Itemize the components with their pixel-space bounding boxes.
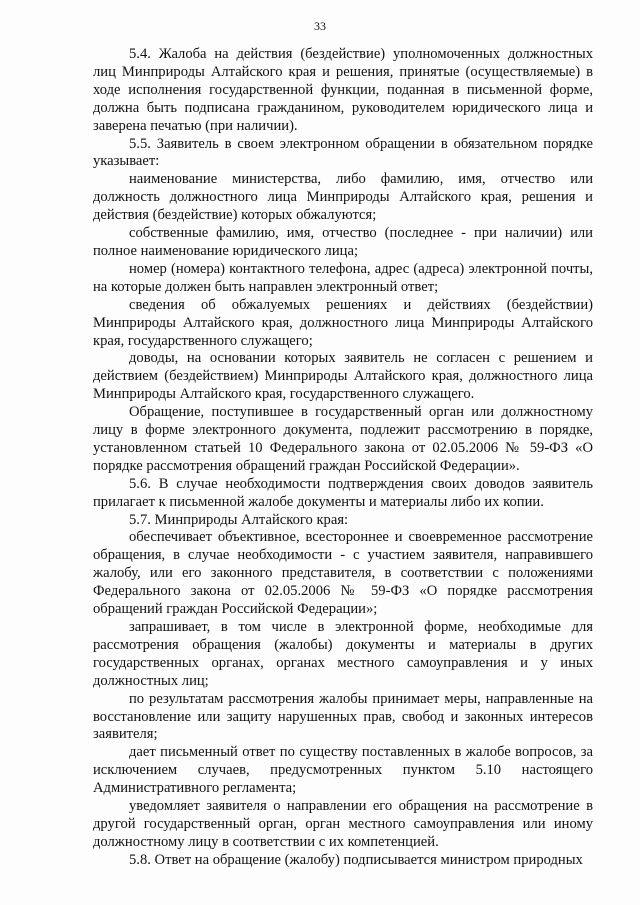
list-item: наименование министерства, либо фамилию, имя, отчество или должность должностного лица Минприроды Алтайского края, решения и действия (бездействие) которых обжалуются; <box>93 171 593 224</box>
list-item: запрашивает, в том числе в электронной форме, необходимые для рассмотрения обращения (жалобы) документы и материалы в других государственных органах, органах местного самоуправления и у иных должностных лиц; <box>93 619 593 689</box>
paragraph-5-4: 5.4. Жалоба на действия (бездействие) уполномоченных должностных лиц Минприроды Алтайского края и решения, принятые (осуществляемые) в ходе исполнения государственной функции, поданная в письменной форме, должна быть подписана гражданином, руководителем юридического лица и заверена печатью (при наличии). <box>93 46 593 134</box>
paragraph-5-7: 5.7. Минприроды Алтайского края: <box>129 511 349 528</box>
paragraph-5-5: 5.5. Заявитель в своем электронном обращении в обязательном порядке указывает: <box>93 135 593 170</box>
list-item: обеспечивает объективное, всестороннее и своевременное рассмотрение обращения, в случае необходимости - с участием заявителя, направившего жалобу, или его законного представителя, в соответствии с положениями Федерального закона от 02.05.2006 № 59-ФЗ «О порядке рассмотрения обращений граждан Российской Федерации»; <box>93 529 593 618</box>
list-item: по результатам рассмотрения жалобы принимает меры, направленные на восстановление или защиту нарушенных прав, свобод и законных интересов заявителя; <box>93 690 593 743</box>
paragraph-5-8: 5.8. Ответ на обращение (жалобу) подписывается министром природных <box>129 851 583 868</box>
page-number: 33 <box>314 19 326 33</box>
paragraph: Обращение, поступившее в государственный орган или должностному лицу в форме электронного документа, подлежит рассмотрению в порядке, установленном статьей 10 Федерального закона от 02.05.2006 № 59-ФЗ «О порядке рассмотрения обращений граждан Российской Федерации». <box>93 404 593 474</box>
list-item: номер (номера) контактного телефона, адрес (адреса) электронной почты, на которые должен быть направлен электронный ответ; <box>93 260 593 295</box>
document-body <box>93 46 593 870</box>
list-item: собственные фамилию, имя, отчество (последнее - при наличии) или полное наименование юридического лица; <box>93 225 593 259</box>
paragraph-5-6: 5.6. В случае необходимости подтверждения своих доводов заявитель прилагает к письменной жалобе документы и материалы либо их копии. <box>93 475 593 510</box>
list-item: уведомляет заявителя о направлении его обращения на рассмотрение в другой государственный орган, орган местного самоуправления или иному должностному лицу в соответствии с их компетенцией. <box>93 798 593 850</box>
list-item: сведения об обжалуемых решениях и действиях (бездействии) Минприроды Алтайского края, должностного лица Минприроды Алтайского края, государственного служащего; <box>93 296 593 349</box>
list-item: дает письменный ответ по существу поставленных в жалобе вопросов, за исключением случаев, предусмотренных пунктом 5.10 настоящего Административного регламента; <box>93 744 593 797</box>
list-item: доводы, на основании которых заявитель не согласен с решением и действием (бездействием) Минприроды Алтайского края, должностного лица Минприроды Алтайского края, государственного служащего. <box>93 350 593 403</box>
